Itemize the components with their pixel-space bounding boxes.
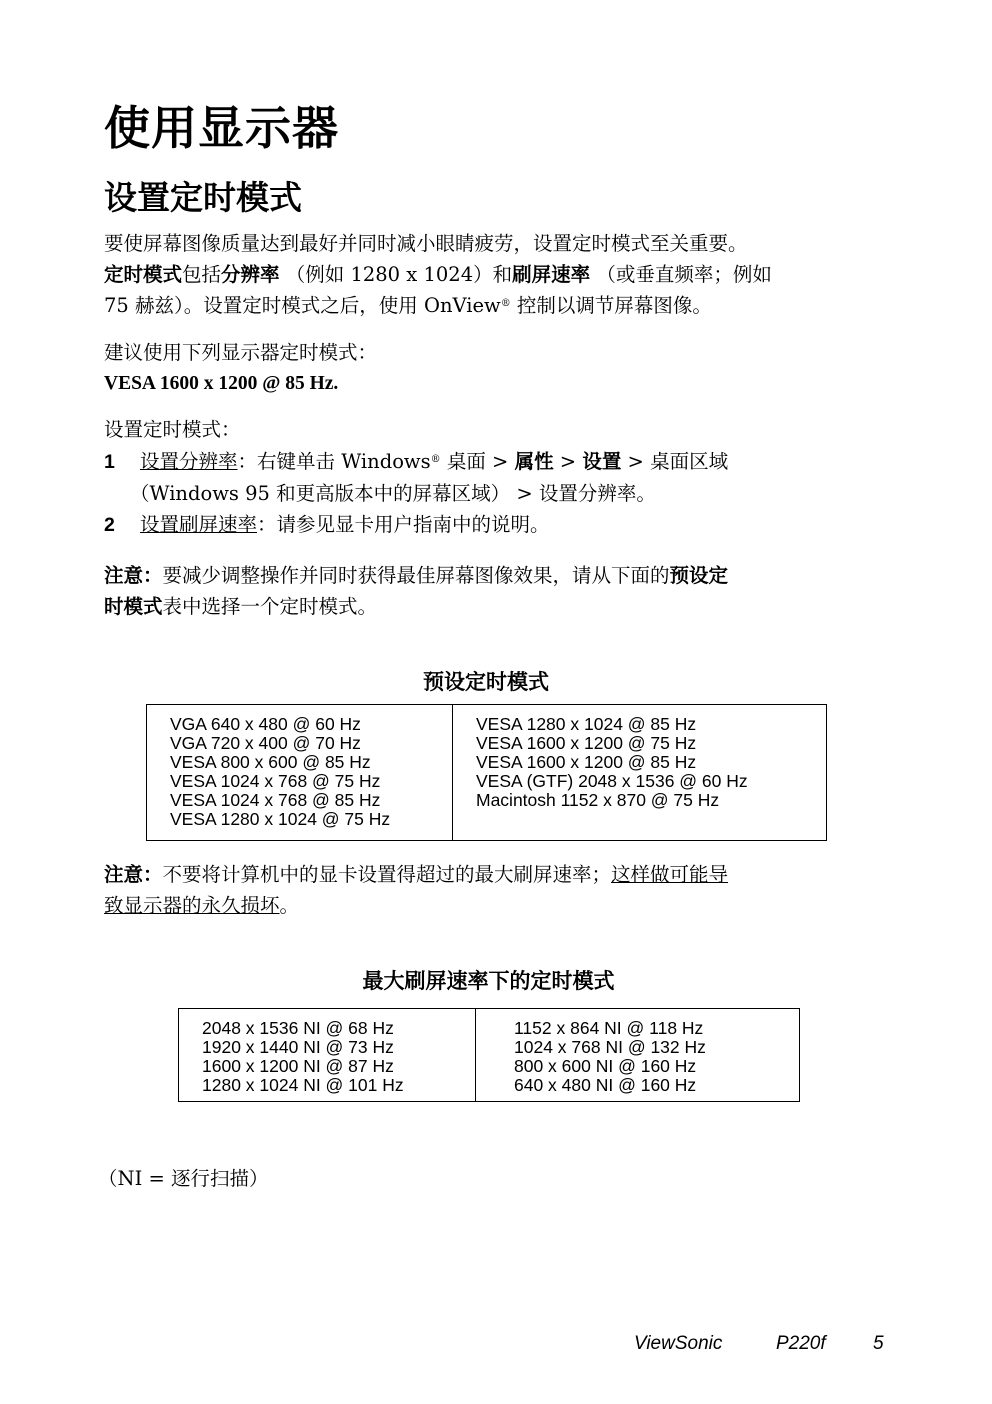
- max-column-2: [476, 1009, 800, 1102]
- step-1: 1 设置分辨率：右键单击 Windows® 桌面 > 属性 > 设置 > 桌面区域: [104, 446, 874, 478]
- table-row: VESA 1600 x 1200 @ 75 Hz: [476, 733, 697, 753]
- note-label: 注意：: [104, 863, 163, 886]
- page-title: 使用显示器: [104, 101, 339, 155]
- intro-paragraph: [104, 228, 874, 321]
- table-row: 640 x 480 NI @ 160 Hz: [514, 1075, 697, 1095]
- recommended-mode: VESA 1600 x 1200 @ 85 Hz.: [104, 373, 339, 394]
- table-row: Macintosh 1152 x 870 @ 75 Hz: [476, 790, 720, 810]
- max-table-caption: 最大刷屏速率下的定时模式: [362, 968, 615, 993]
- table-row: 1280 x 1024 NI @ 101 Hz: [202, 1075, 404, 1095]
- preset-timings-table: [146, 704, 827, 841]
- note-preset: 注意：要减少调整操作并同时获得最佳屏幕图像效果，请从下面的预设定 时模式表中选择一个定时模式。: [104, 564, 729, 618]
- table-row: VGA 640 x 480 @ 60 Hz: [170, 714, 361, 734]
- preset-column-2: [453, 705, 827, 841]
- table-row: 800 x 600 NI @ 160 Hz: [514, 1056, 697, 1076]
- intro-line-3: 75 赫兹）。设置定时模式之后，使用 OnView® 控制以调节屏幕图像。: [104, 294, 712, 317]
- table-row: 2048 x 1536 NI @ 68 Hz: [202, 1018, 394, 1038]
- registered-mark: ®: [500, 298, 511, 309]
- section-title: 设置定时模式: [104, 178, 302, 217]
- term-timing-mode: 定时模式: [104, 263, 183, 286]
- table-row: VESA 1024 x 768 @ 75 Hz: [170, 771, 381, 791]
- table-row: VESA 1024 x 768 @ 85 Hz: [170, 790, 381, 810]
- step-1-continued: （Windows 95 和更高版本中的屏幕区域） > 设置分辨率。: [130, 482, 656, 505]
- steps-label: 设置定时模式：: [104, 418, 241, 441]
- table-row: 1920 x 1440 NI @ 73 Hz: [202, 1037, 394, 1057]
- table-row: 1024 x 768 NI @ 132 Hz: [514, 1037, 706, 1057]
- table-row: VESA (GTF) 2048 x 1536 @ 60 Hz: [476, 771, 748, 791]
- footer-model: P220f: [776, 1333, 826, 1354]
- step-number: 1: [104, 451, 115, 473]
- table-row: VESA 1280 x 1024 @ 75 Hz: [170, 809, 391, 829]
- table-row: 1152 x 864 NI @ 118 Hz: [514, 1018, 704, 1038]
- menu-properties: 属性: [514, 450, 554, 473]
- note-warning: 注意：不要将计算机中的显卡设置得超过的最大刷屏速率；这样做可能导 致显示器的永久损坏。: [104, 863, 729, 917]
- table-row: VESA 1600 x 1200 @ 85 Hz: [476, 752, 697, 772]
- max-refresh-table: [178, 1008, 800, 1102]
- intro-line-1: 要使屏幕图像质量达到最好并同时减小眼睛疲劳，设置定时模式至关重要。: [104, 232, 748, 255]
- max-column-1: [179, 1009, 476, 1102]
- step-1-link: 设置分辨率: [140, 450, 238, 473]
- footer-brand: ViewSonic: [634, 1333, 723, 1354]
- recommend-label: 建议使用下列显示器定时模式：: [104, 341, 378, 364]
- step-2: 2 设置刷屏速率：请参见显卡用户指南中的说明。: [104, 509, 874, 541]
- term-resolution: 分辨率: [221, 263, 280, 286]
- step-number: 2: [104, 514, 115, 536]
- step-2-link: 设置刷屏速率: [140, 513, 258, 536]
- registered-mark: ®: [430, 454, 441, 465]
- table-row: VESA 800 x 600 @ 85 Hz: [170, 752, 371, 772]
- note-label: 注意：: [104, 564, 163, 587]
- table-row: 1600 x 1200 NI @ 87 Hz: [202, 1056, 394, 1076]
- step-list: [104, 446, 874, 541]
- preset-table-caption: 预设定时模式: [423, 669, 549, 694]
- term-refresh-rate: 刷屏速率: [512, 263, 591, 286]
- footer-page-number: 5: [873, 1333, 884, 1354]
- ni-note: （NI = 逐行扫描）: [98, 1167, 269, 1190]
- intro-line-2: 定时模式包括分辨率 （例如 1280 x 1024）和刷屏速率 （或垂直频率；例如: [104, 263, 772, 286]
- menu-settings: 设置: [582, 450, 622, 473]
- table-row: VGA 720 x 400 @ 70 Hz: [170, 733, 361, 753]
- recommend-paragraph: [104, 337, 874, 399]
- table-row: VESA 1280 x 1024 @ 85 Hz: [476, 714, 697, 734]
- preset-column-1: [147, 705, 453, 841]
